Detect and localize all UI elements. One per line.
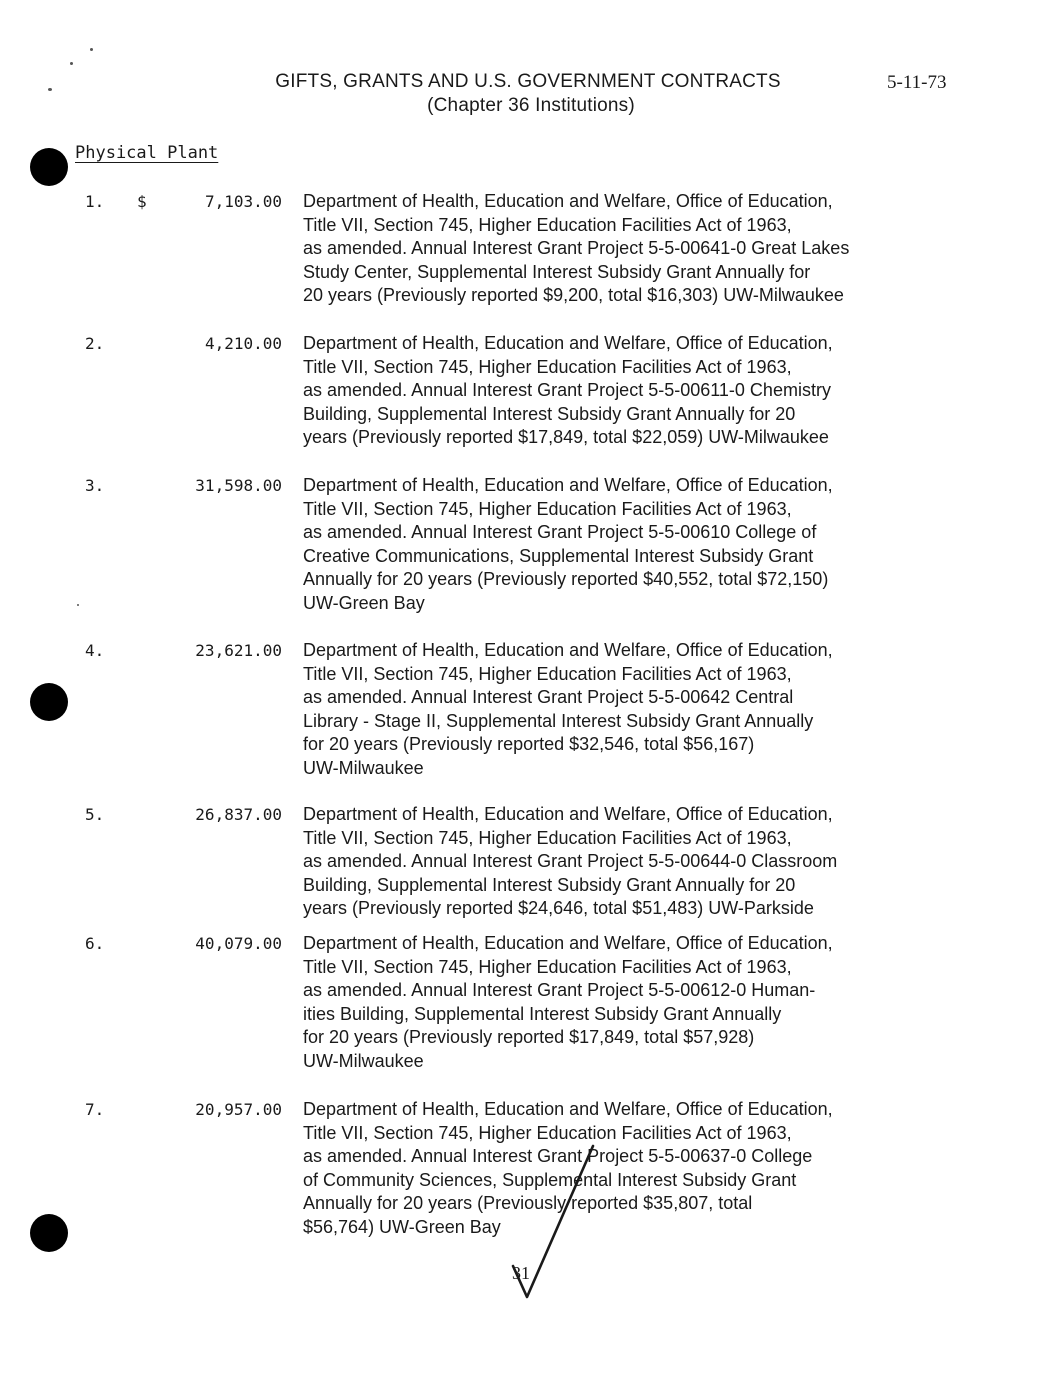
entry-number: 7.	[85, 1100, 105, 1119]
document-subtitle: (Chapter 36 Institutions)	[427, 95, 635, 116]
entry-amount: 4,210.00	[204, 334, 282, 353]
punch-hole-bottom	[30, 1214, 68, 1252]
description-line: UW-Milwaukee	[303, 757, 424, 778]
description-line: as amended. Annual Interest Grant Project 5-5-00611-0 Chemistry	[303, 380, 831, 400]
description-line: Department of Health, Education and Welfare, Office of Education,	[303, 1099, 833, 1119]
description-line: Title VII, Section 745, Higher Education Facilities Act of 1963,	[303, 663, 792, 684]
description-line: years (Previously reported $17,849, total $22,059) UW-Milwaukee	[303, 427, 829, 447]
punch-hole-middle	[30, 683, 68, 721]
description-line: Title VII, Section 745, Higher Education Facilities Act of 1963,	[303, 956, 792, 977]
description-line: UW-Green Bay	[303, 592, 425, 613]
description-line: Library - Stage II, Supplemental Interest Subsidy Grant Annually	[303, 710, 814, 731]
description-line: Study Center, Supplemental Interest Subsidy Grant Annually for	[303, 261, 811, 282]
scan-speck	[77, 604, 79, 606]
description-line: as amended. Annual Interest Grant Project 5-5-00610 College of	[303, 522, 817, 542]
entry-amount: 23,621.00	[195, 641, 282, 660]
entry-amount: 40,079.00	[195, 934, 282, 953]
description-line: Annually for 20 years (Previously reported $40,552, total $72,150)	[303, 569, 829, 589]
entry-description	[303, 332, 1023, 450]
description-line: as amended. Annual Interest Grant Project 5-5-00644-0 Classroom	[303, 851, 838, 871]
description-line: Title VII, Section 745, Higher Education Facilities Act of 1963,	[303, 214, 792, 235]
entry-number: 5.	[85, 805, 105, 824]
description-line: Department of Health, Education and Welfare, Office of Education,	[303, 804, 833, 824]
document-title: GIFTS, GRANTS AND U.S. GOVERNMENT CONTRACTS	[275, 71, 781, 92]
description-line: Department of Health, Education and Welfare, Office of Education,	[303, 333, 833, 353]
description-line: as amended. Annual Interest Grant Project 5-5-00612-0 Human-	[303, 980, 816, 1000]
entry-number: 4.	[85, 641, 105, 660]
description-line: as amended. Annual Interest Grant Project 5-5-00642 Central	[303, 687, 794, 707]
description-line: for 20 years (Previously reported $32,546, total $56,167)	[303, 734, 755, 754]
entry-number: 2.	[85, 334, 105, 353]
entry-amount: 20,957.00	[195, 1100, 282, 1119]
entry-description	[303, 932, 1023, 1073]
description-line: Building, Supplemental Interest Subsidy Grant Annually for 20	[303, 403, 796, 424]
currency-symbol: $	[137, 192, 147, 211]
section-heading: Physical Plant	[75, 143, 219, 163]
description-line: Building, Supplemental Interest Subsidy Grant Annually for 20	[303, 874, 796, 895]
description-line: UW-Milwaukee	[303, 1050, 424, 1071]
description-line: Creative Communications, Supplemental Interest Subsidy Grant	[303, 545, 814, 566]
entry-description	[303, 1098, 1023, 1239]
entry-amount: 26,837.00	[195, 805, 282, 824]
description-line: Title VII, Section 745, Higher Education Facilities Act of 1963,	[303, 827, 792, 848]
description-line: $56,764) UW-Green Bay	[303, 1216, 501, 1237]
description-line: for 20 years (Previously reported $17,849, total $57,928)	[303, 1027, 755, 1047]
entry-description	[303, 639, 1023, 780]
entry-amount: 31,598.00	[195, 476, 282, 495]
description-line: Annually for 20 years (Previously reported $35,807, total	[303, 1193, 753, 1213]
description-line: years (Previously reported $24,646, total $51,483) UW-Parkside	[303, 898, 814, 918]
entry-description	[303, 803, 1023, 921]
description-line: Department of Health, Education and Welfare, Office of Education,	[303, 191, 833, 211]
punch-hole-top	[30, 148, 68, 186]
description-line: Title VII, Section 745, Higher Education Facilities Act of 1963,	[303, 1122, 792, 1143]
description-line: as amended. Annual Interest Grant Project 5-5-00637-0 College	[303, 1146, 813, 1166]
description-line: ities Building, Supplemental Interest Subsidy Grant Annually	[303, 1003, 782, 1024]
entry-description	[303, 474, 1023, 615]
description-line: Department of Health, Education and Welfare, Office of Education,	[303, 640, 833, 660]
document-date: 5-11-73	[887, 72, 947, 93]
entry-description	[303, 190, 1023, 308]
description-line: Department of Health, Education and Welfare, Office of Education,	[303, 933, 833, 953]
description-line: of Community Sciences, Supplemental Interest Subsidy Grant	[303, 1169, 797, 1190]
page-number: 31	[512, 1263, 530, 1283]
entry-number: 6.	[85, 934, 105, 953]
entry-number: 3.	[85, 476, 105, 495]
description-line: Title VII, Section 745, Higher Education Facilities Act of 1963,	[303, 356, 792, 377]
description-line: Title VII, Section 745, Higher Education Facilities Act of 1963,	[303, 498, 792, 519]
description-line: 20 years (Previously reported $9,200, total $16,303) UW-Milwaukee	[303, 285, 844, 305]
description-line: Department of Health, Education and Welfare, Office of Education,	[303, 475, 833, 495]
entry-amount: 7,103.00	[204, 192, 282, 211]
entry-number: 1.	[85, 192, 105, 211]
scan-speck	[70, 62, 73, 65]
description-line: as amended. Annual Interest Grant Project 5-5-00641-0 Great Lakes	[303, 238, 850, 258]
scan-speck	[90, 48, 93, 51]
